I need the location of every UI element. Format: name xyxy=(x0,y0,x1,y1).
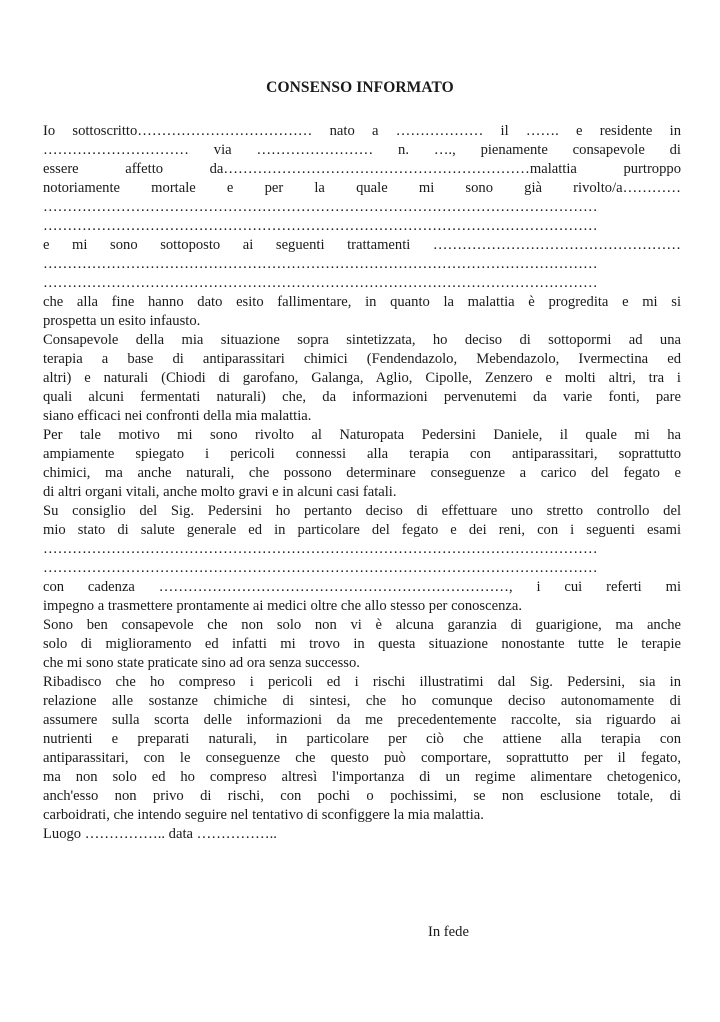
text-line: solo di miglioramento ed infatti mi trovo in questa situazione nonostante tutte le terapie xyxy=(43,636,681,652)
text-line: Io sottoscritto……………………………… nato a ……………… il ……. e residente in xyxy=(43,123,681,139)
text-line: …………………………………………………………………………………………………… xyxy=(43,256,598,272)
text-line: essere affetto da………………………………………………………malattia purtroppo xyxy=(43,161,681,177)
text-line: mio stato di salute generale ed in particolare del fegato e dei reni, con i seguenti esami xyxy=(43,522,681,538)
text-line: anch'esso non privo di rischi, con pochi o pochissimi, se non esclusione totale, di xyxy=(43,788,681,804)
text-line: Luogo …………….. data …………….. xyxy=(43,826,277,842)
text-line: notoriamente mortale e per la quale mi sono già rivolto/a………… xyxy=(43,180,681,196)
text-line: assumere sulla scorta delle informazioni da me precedentemente raccolte, sia riguardo ai xyxy=(43,712,681,728)
text-line: ma non solo ed ho compreso altresì l'importanza di un regime alimentare chetogenico, xyxy=(43,769,681,785)
text-line: …………………………………………………………………………………………………… xyxy=(43,218,598,234)
text-line: Ribadisco che ho compreso i pericoli ed i rischi illustratimi dal Sig. Pedersini, sia in xyxy=(43,674,681,690)
text-line: ampiamente spiegato i pericoli connessi alla terapia con antiparassitari, soprattutto xyxy=(43,446,681,462)
text-line: prospetta un esito infausto. xyxy=(43,313,201,329)
text-line: con cadenza ………………………………………………………………, i cui referti mi xyxy=(43,579,681,595)
text-line: …………………………………………………………………………………………………… xyxy=(43,560,598,576)
text-line: antiparassitari, con le conseguenze che questo può comportare, soprattutto per il fegato, xyxy=(43,750,681,766)
text-line: Su consiglio del Sig. Pedersini ho pertanto deciso di effettuare uno stretto controllo del xyxy=(43,503,681,519)
text-line: che alla fine hanno dato esito fallimentare, in quanto la malattia è progredita e mi si xyxy=(43,294,681,310)
text-line: e mi sono sottoposto ai seguenti trattamenti …………………………………………… xyxy=(43,237,681,253)
text-line: relazione alle sostanze chimiche di sintesi, che ho comunque deciso autonomamente di xyxy=(43,693,681,709)
text-line: siano efficaci nei confronti della mia malattia. xyxy=(43,408,312,424)
text-line: Consapevole della mia situazione sopra sintetizzata, ho deciso di sottopormi ad una xyxy=(43,332,681,348)
consent-body xyxy=(43,122,681,844)
text-line: ………………………… via …………………… n. …., pienamente consapevole di xyxy=(43,142,681,158)
text-line: …………………………………………………………………………………………………… xyxy=(43,199,598,215)
text-line: …………………………………………………………………………………………………… xyxy=(43,275,598,291)
text-line: di altri organi vitali, anche molto gravi e in alcuni casi fatali. xyxy=(43,484,397,500)
text-line: Sono ben consapevole che non solo non vi è alcuna garanzia di guarigione, ma anche xyxy=(43,617,681,633)
text-line: Per tale motivo mi sono rivolto al Naturopata Pedersini Daniele, il quale mi ha xyxy=(43,427,681,443)
text-line: …………………………………………………………………………………………………… xyxy=(43,541,598,557)
text-line: quali alcuni fermentati naturali) che, da informazioni pervenutemi da varie fonti, pare xyxy=(43,389,681,405)
text-line: chimici, ma anche naturali, che possono determinare conseguenze a carico del fegato e xyxy=(43,465,681,481)
text-line: carboidrati, che intendo seguire nel tentativo di sconfiggere la mia malattia. xyxy=(43,807,484,823)
text-line: nutrienti e preparati naturali, in particolare per ciò che attiene alla terapia con xyxy=(43,731,681,747)
text-line: altri) e naturali (Chiodi di garofano, Galanga, Aglio, Cipolle, Zenzero e molti altri, tra i xyxy=(43,370,681,386)
signature-label: In fede xyxy=(428,924,469,940)
text-line: che mi sono state praticate sino ad ora senza successo. xyxy=(43,655,360,671)
text-line: terapia a base di antiparassitari chimici (Fendendazolo, Mebendazolo, Ivermectina ed xyxy=(43,351,681,367)
text-line: impegno a trasmettere prontamente ai medici oltre che allo stesso per conoscenza. xyxy=(43,598,522,614)
document-title: CONSENSO INFORMATO xyxy=(266,79,454,96)
